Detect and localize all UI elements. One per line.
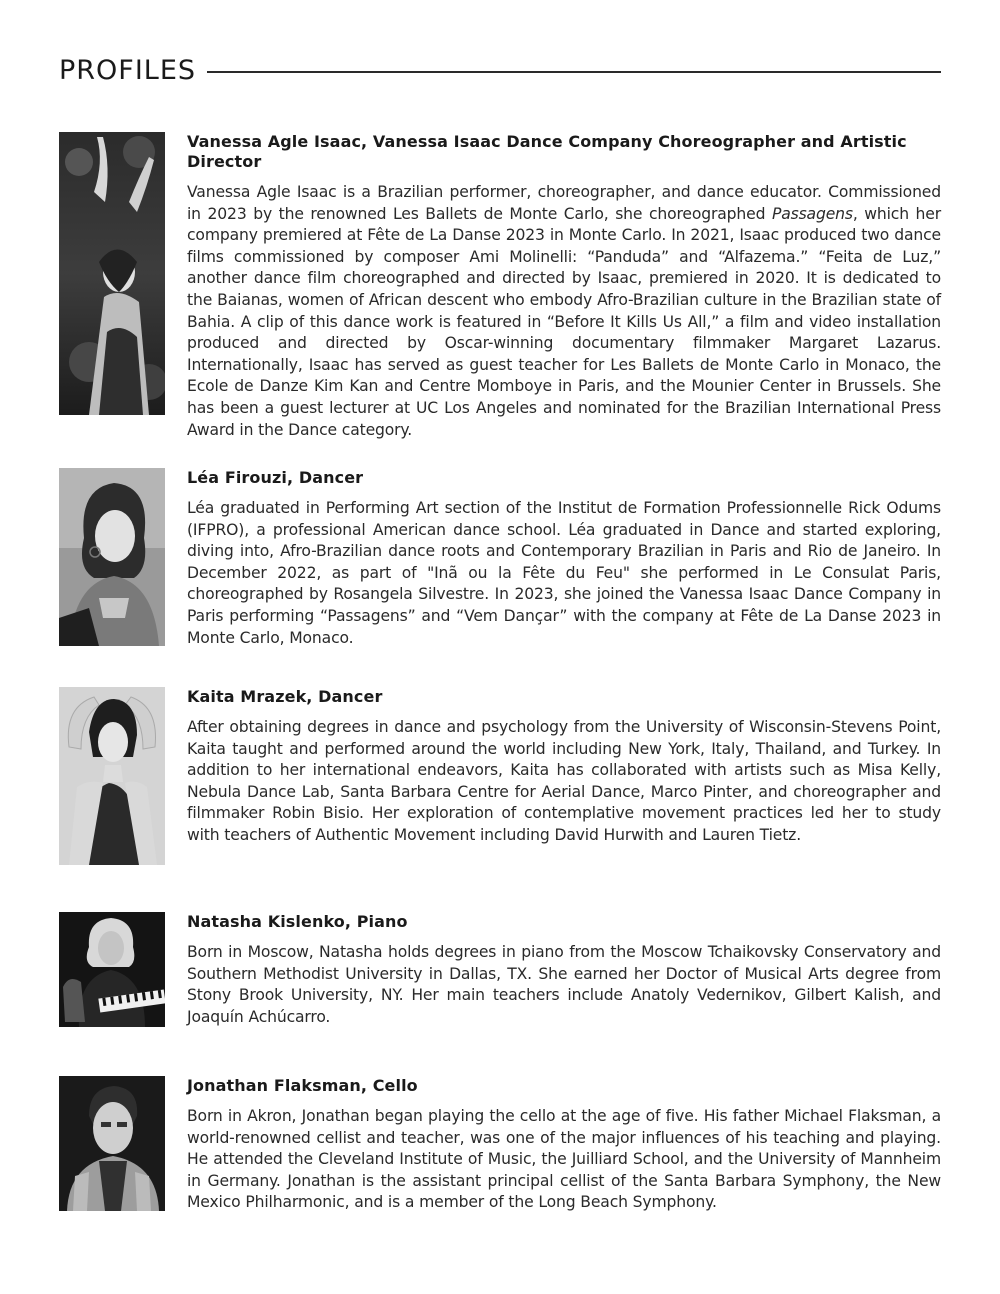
header-rule	[207, 71, 941, 73]
profile-name: Jonathan Flaksman, Cello	[187, 1076, 418, 1095]
profile-name: Kaita Mrazek, Dancer	[187, 687, 383, 706]
dancer-photo-image	[59, 687, 165, 865]
profile-text	[187, 912, 941, 1028]
portrait-photo	[59, 132, 165, 415]
profile-bio: After obtaining degrees in dance and psychology from the University of Wisconsin-Stevens Point, Kaita taught and performed around the world including New York, Italy, Thailand, and Turkey. In addition to her international endeavors, Kaita has collaborated with artists such as Misa Kelly, Nebula Dance Lab, Santa Barbara Centre for Aerial Dance, Marco Pinter, and choreographer and filmmaker Robin Bisio. Her exploration of contemplative movement practices led her to study with teachers of Authentic Movement including David Hurwith and Lauren Tietz.	[187, 718, 941, 844]
profile-text	[187, 1076, 941, 1214]
profile-bio: Léa graduated in Performing Art section of the Institut de Formation Professionnelle Rick Odums (IFPRO), a professional American dance school. Léa graduated in Dance and started exploring, diving into, Afro-Brazilian dance roots and Contemporary Brazilian in Paris and Rio de Janeiro. In December 2022, as part of "Inã ou la Fête du Feu" she performed in Le Consulat Paris, choreographed by Rosangela Silvestre. In 2023, she joined the Vanessa Isaac Dance Company in Paris performing “Passagens” and “Vem Dançar” with the company at Fête de La Danse 2023 in Monte Carlo, Monaco.	[187, 499, 941, 647]
profile-bio: Born in Akron, Jonathan began playing the cello at the age of five. His father Michael Flaksman, a world-renowned cellist and teacher, was one of the major influences of his teaching and playing. He attended the Cleveland Institute of Music, the Juilliard School, and the University of Mannheim in Germany. Jonathan is the assistant principal cellist of the Santa Barbara Symphony, the New Mexico Philharmonic, and is a member of the Long Beach Symphony.	[187, 1107, 941, 1212]
profile-bio: Vanessa Agle Isaac is a Brazilian performer, choreographer, and dance educator. Commissioned in 2023 by the renowned Les Ballets de Monte Carlo, she choreographed Passagens, which her company premiered at Fête de La Danse 2023 in Monte Carlo. In 2021, Isaac produced two dance films commissioned by composer Ami Molinelli: “Panduda” and “Alfazema.” “Feita de Luz,” another dance film choreographed and directed by Isaac, premiered in 2020. It is dedicated to the Baianas, women of African descent who embody Afro-Brazilian culture in the Brazilian state of Bahia. A clip of this dance work is featured in “Before It Kills Us All,” a film and video installation produced and directed by Oscar-winning documentary filmmaker Margaret Lazarus. Internationally, Isaac has served as guest teacher for Les Ballets de Monte Carlo in Monaco, the Ecole de Danze Kim Kan and Centre Momboye in Paris, and the Mounier Center in Brussels. She has been a guest lecturer at UC Los Angeles and nominated for the Brazilian International Press Award in the Dance category.	[187, 183, 941, 439]
portrait-photo	[59, 687, 165, 865]
profile-text	[187, 132, 941, 441]
page-header	[59, 52, 941, 92]
profile-name: Vanessa Agle Isaac, Vanessa Isaac Dance Company Choreographer and Artistic Director	[187, 132, 907, 171]
profile-text	[187, 468, 941, 649]
profile-text	[187, 687, 941, 847]
cellist-photo-image	[59, 1076, 165, 1211]
profile-name: Léa Firouzi, Dancer	[187, 468, 364, 487]
profile-name: Natasha Kislenko, Piano	[187, 912, 408, 931]
page-title: PROFILES	[59, 55, 197, 86]
dancer-photo-image	[59, 468, 165, 646]
portrait-photo	[59, 912, 165, 1027]
dancer-photo-image	[59, 132, 165, 415]
portrait-photo	[59, 1076, 165, 1211]
profile-bio: Born in Moscow, Natasha holds degrees in piano from the Moscow Tchaikovsky Conservatory and Southern Methodist University in Dallas, TX. She earned her Doctor of Musical Arts degree from Stony Brook University, NY. Her main teachers include Anatoly Vedernikov, Gilbert Kalish, and Joaquín Achúcarro.	[187, 943, 941, 1026]
portrait-photo	[59, 468, 165, 646]
pianist-photo-image	[59, 912, 165, 1027]
